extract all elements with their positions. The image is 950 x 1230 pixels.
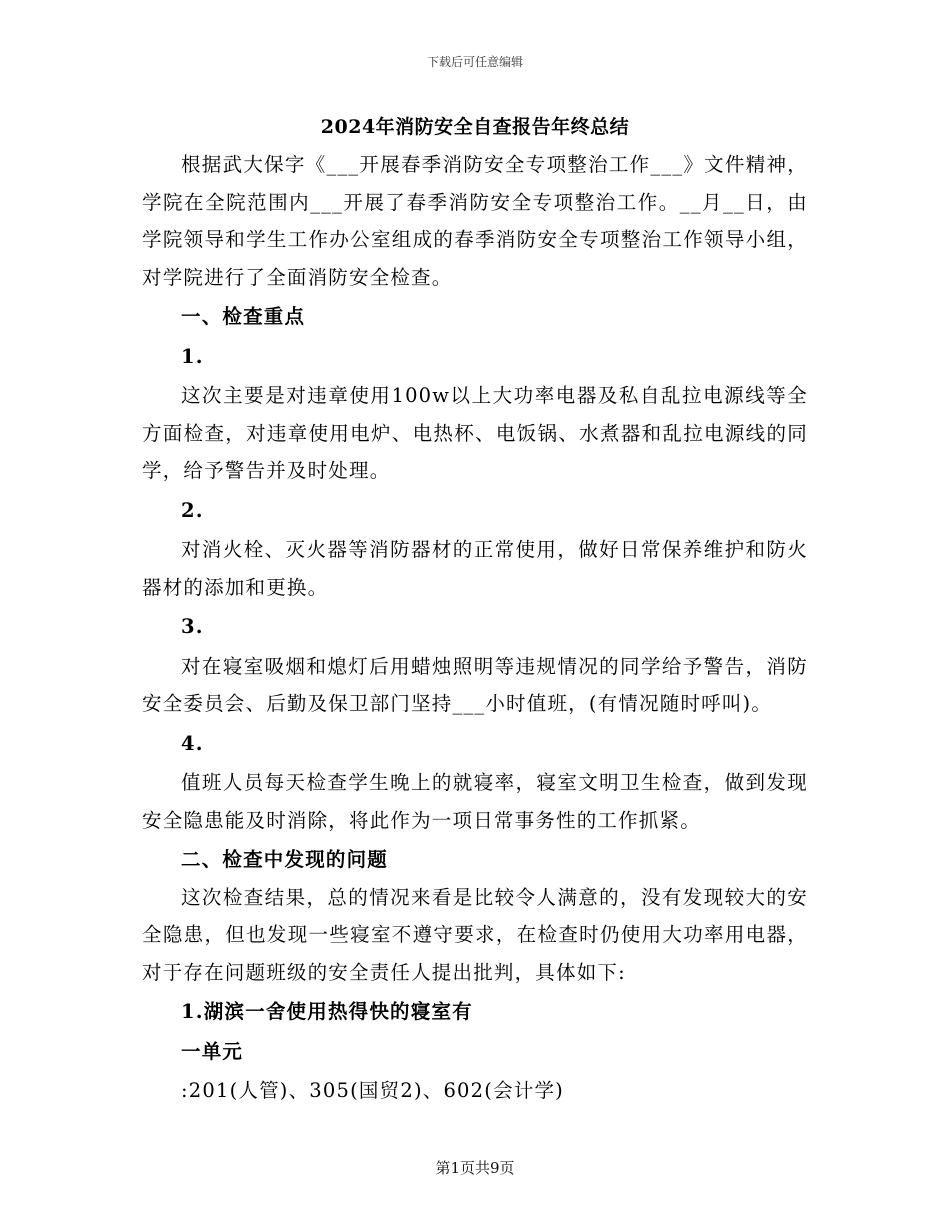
header-note: 下载后可任意编辑	[426, 55, 523, 69]
page-number: 第1页共9页	[435, 1159, 515, 1177]
paragraph-problems: 这次检查结果，总的情况来看是比较令人满意的，没有发现较大的安全隐患，但也发现一些寝室不遵守要求，在检查时仍使用大功率用电器，对于存在问题班级的安全责任人提出批判，具体如下:	[142, 885, 808, 984]
document-title: 2024年消防安全自查报告年终总结	[320, 116, 630, 138]
paragraph-item-3: 对在寝室吸烟和熄灯后用蜡烛照明等违规情况的同学给予警告，消防安全委员会、后勤及保卫部门坚持___小时值班，(有情况随时呼叫)。	[142, 654, 808, 715]
subheading-unit-1: 一单元	[181, 1039, 244, 1063]
paragraph-intro: 根据武大保字《___开展春季消防安全专项整治工作___》文件精神，学院在全院范围内___开展了春季消防安全专项整治工作。__月__日，由学院领导和学生工作办公室组成的春季消防安全专项整治工作领导小组，对学院进行了全面消防安全检查。	[142, 153, 808, 289]
section-heading-inspection-focus: 一、检查重点	[181, 305, 306, 328]
paragraph-item-4: 值班人员每天检查学生晚上的就寝率，寝室文明卫生检查，做到发现安全隐患能及时消除，将此作为一项日常事务性的工作抓紧。	[142, 771, 808, 832]
item-number-3: 3.	[181, 615, 204, 638]
section-heading-problems-found: 二、检查中发现的问题	[181, 848, 389, 871]
item-number-1: 1.	[181, 344, 204, 368]
subheading-dorm-1: 1.湖滨一舍使用热得快的寝室有	[181, 1000, 473, 1023]
paragraph-unit-1-rooms: :201(人管)、305(国贸2)、602(会计学)	[181, 1079, 564, 1102]
item-number-2: 2.	[181, 498, 204, 522]
item-number-4: 4.	[181, 731, 204, 755]
paragraph-item-1: 这次主要是对违章使用100w以上大功率电器及私自乱拉电源线等全方面检查，对违章使用电炉、电热杯、电饭锅、水煮器和乱拉电源线的同学，给予警告并及时处理。	[142, 384, 808, 482]
document-body	[142, 146, 808, 1110]
paragraph-item-2: 对消火栓、灭火器等消防器材的正常使用，做好日常保养维护和防火器材的添加和更换。	[142, 538, 808, 599]
